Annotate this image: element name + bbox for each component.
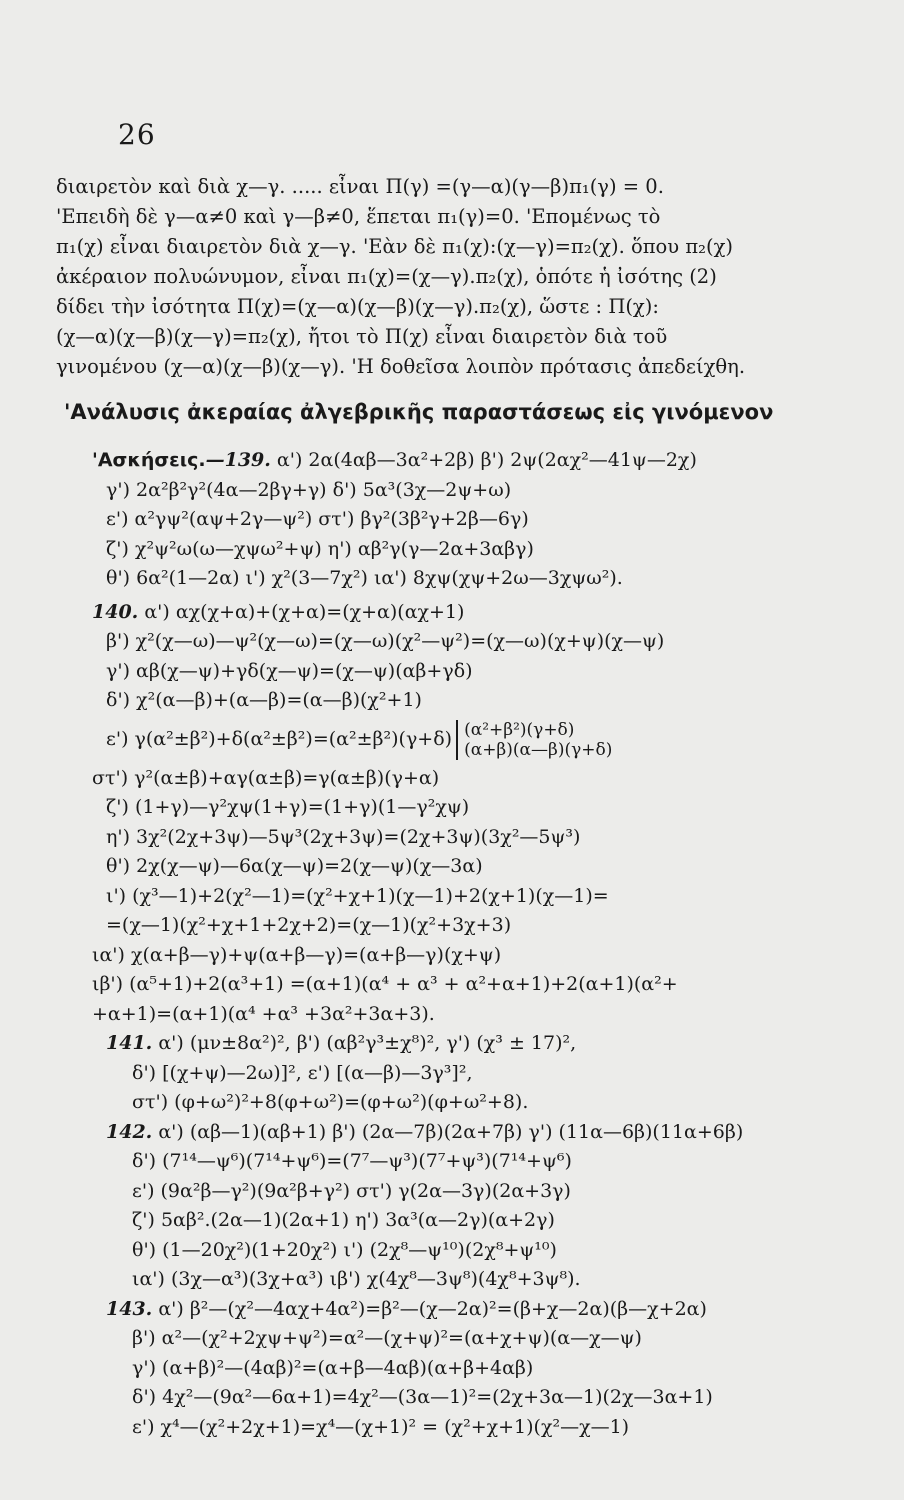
exercise-text: α') αχ(χ+α)+(χ+α)=(χ+α)(αχ+1) — [138, 600, 465, 623]
brace-alternatives — [456, 720, 612, 760]
exercise-number: 143. — [106, 1297, 153, 1320]
exercise-line — [92, 1413, 852, 1443]
exercises-label: 'Ασκήσεις. — [92, 449, 206, 471]
exercise-text: α') 2α(4αβ—3α²+2β) β') 2ψ(2αχ²—41ψ—2χ) — [270, 449, 697, 471]
exercise-line — [92, 882, 852, 912]
exercise-line — [92, 598, 852, 628]
exercise-text: ζ') (1+γ)—γ²χψ(1+γ)=(1+γ)(1—γ²χψ) — [106, 796, 470, 818]
exercise-number: 142. — [106, 1120, 153, 1143]
exercise-text: β') α²—(χ²+2χψ+ψ²)=α²—(χ+ψ)²=(α+χ+ψ)(α—χ—ψ) — [132, 1327, 642, 1349]
exercise-text: β') χ²(χ—ω)—ψ²(χ—ω)=(χ—ω)(χ²—ψ²)=(χ—ω)(χ+ψ)(χ—ψ) — [106, 630, 665, 652]
exercise-text: ιβ') (α⁵+1)+2(α³+1) =(α+1)(α⁴ + α³ + α²+α+1)+2(α+1)(α²+ — [92, 973, 678, 995]
brace-alternative: (α+β)(α—β)(γ+δ) — [464, 739, 613, 760]
exercise-line — [92, 505, 852, 535]
exercise-line — [92, 1088, 852, 1118]
exercise-text: δ') [(χ+ψ)—2ω)]², ε') [(α—β)—3γ³]², — [132, 1061, 473, 1084]
exercise-line — [92, 823, 852, 853]
exercise-line — [92, 1324, 852, 1354]
exercise-line — [92, 1000, 852, 1030]
exercise-line — [92, 686, 852, 716]
exercise-text: ε') α²γψ²(αψ+2γ—ψ²) στ') βγ²(3β²γ+2β—6γ) — [106, 508, 529, 530]
exercise-line — [92, 1354, 852, 1384]
exercises-list — [92, 446, 852, 1442]
exercise-text: ια') χ(α+β—γ)+ψ(α+β—γ)=(α+β—γ)(χ+ψ) — [92, 943, 502, 966]
exercise-number: 141. — [106, 1032, 153, 1054]
section-heading: 'Ανάλυσις ἀκεραίας ἀλγεβρικῆς παραστάσεως εἰς γινόμενον — [64, 400, 774, 424]
exercise-line — [92, 1236, 852, 1266]
proof-paragraph — [56, 172, 840, 382]
exercise-text: ζ') 5αβ².(2α—1)(2α+1) η') 3α³(α—2γ)(α+2γ) — [132, 1209, 555, 1231]
exercise-line — [92, 657, 852, 687]
exercise-line — [92, 1118, 852, 1148]
exercise-text: ε') γ(α²±β²)+δ(α²±β²)=(α²±β²)(γ+δ) — [106, 727, 453, 750]
exercise-line — [92, 793, 852, 823]
exercise-line — [92, 1206, 852, 1236]
exercise-text: δ') χ²(α—β)+(α—β)=(α—β)(χ²+1) — [106, 689, 422, 711]
exercise-text: ια') (3χ—α³)(3χ+α³) ιβ') χ(4χ⁸—3ψ⁸)(4χ⁸+3ψ⁸). — [132, 1268, 581, 1290]
exercise-line — [92, 1059, 852, 1089]
exercise-line — [92, 627, 852, 657]
exercise-text: δ') 4χ²—(9α²—6α+1)=4χ²—(3α—1)²=(2χ+3α—1)(2χ—3α+1) — [132, 1386, 713, 1408]
exercise-line — [92, 1295, 852, 1325]
exercise-text: ε') χ⁴—(χ²+2χ+1)=χ⁴—(χ+1)² = (χ²+χ+1)(χ²—χ—1) — [132, 1415, 630, 1438]
exercise-number: —139. — [205, 449, 271, 471]
exercise-text: στ') γ²(α±β)+αγ(α±β)=γ(α±β)(γ+α) — [92, 766, 440, 789]
exercise-text: η') 3χ²(2χ+3ψ)—5ψ³(2χ+3ψ)=(2χ+3ψ)(3χ²—5ψ³) — [106, 825, 581, 848]
exercise-line — [92, 911, 852, 941]
exercise-text: α') (αβ—1)(αβ+1) β') (2α—7β)(2α+7β) γ') (11α—6β)(11α+6β) — [152, 1120, 744, 1143]
brace-alternative: (α²+β²)(γ+δ) — [464, 719, 575, 740]
exercise-line — [92, 564, 852, 594]
exercise-line — [92, 1383, 852, 1413]
exercise-text: ζ') χ²ψ²ω(ω—χψω²+ψ) η') αβ²γ(γ—2α+3αβγ) — [106, 537, 534, 560]
exercise-text: θ') 2χ(χ—ψ)—6α(χ—ψ)=2(χ—ψ)(χ—3α) — [106, 855, 483, 877]
exercise-line — [92, 764, 852, 794]
exercise-line — [92, 941, 852, 971]
exercise-text: στ') (φ+ω²)²+8(φ+ω²)=(φ+ω²)(φ+ω²+8). — [132, 1091, 529, 1113]
paragraph-line: γινομένου (χ—α)(χ—β)(χ—γ). 'Η δοθεῖσα λοιπὸν πρότασις ἀπεδείχθη. — [56, 355, 746, 378]
exercise-line — [92, 1265, 852, 1295]
page-number: 26 — [118, 118, 156, 151]
exercise-text: δ') (7¹⁴—ψ⁶)(7¹⁴+ψ⁶)=(7⁷—ψ³)(7⁷+ψ³)(7¹⁴+ψ⁶) — [132, 1150, 572, 1172]
exercise-line — [92, 476, 852, 506]
exercise-number: 140. — [92, 600, 139, 623]
exercise-line — [92, 970, 852, 1000]
paragraph-line: ἀκέραιον πολυώνυμον, εἶναι π₁(χ)=(χ—γ).π₂(χ), ὁπότε ἡ ἰσότης (2) — [56, 265, 717, 288]
exercise-line — [92, 1029, 852, 1059]
paragraph-line: (χ—α)(χ—β)(χ—γ)=π₂(χ), ἤτοι τὸ Π(χ) εἶναι διαιρετὸν διὰ τοῦ — [56, 325, 668, 348]
exercise-text: θ') (1—20χ²)(1+20χ²) ι') (2χ⁸—ψ¹⁰)(2χ⁸+ψ¹⁰) — [132, 1238, 557, 1261]
exercise-text: γ') αβ(χ—ψ)+γδ(χ—ψ)=(χ—ψ)(αβ+γδ) — [106, 659, 473, 682]
exercise-text: γ') 2α²β²γ²(4α—2βγ+γ) δ') 5α³(3χ—2ψ+ω) — [106, 478, 512, 501]
exercise-text: ε') (9α²β—γ²)(9α²β+γ²) στ') γ(2α—3γ)(2α+3γ) — [132, 1179, 571, 1202]
exercise-text: α') β²—(χ²—4αχ+4α²)=β²—(χ—2α)²=(β+χ—2α)(β—χ+2α) — [152, 1297, 707, 1320]
exercise-text: θ') 6α²(1—2α) ι') χ²(3—7χ²) ια') 8χψ(χψ+2ω—3χψω²). — [106, 567, 623, 589]
exercise-line — [92, 1177, 852, 1207]
paragraph-line: π₁(χ) εἶναι διαιρετὸν διὰ χ—γ. 'Εὰν δὲ π₁(χ):(χ—γ)=π₂(χ). ὅπου π₂(χ) — [56, 235, 733, 258]
paragraph-line: διαιρετὸν καὶ διὰ χ—γ. ..... εἶναι Π(γ) =(γ—α)(γ—β)π₁(γ) = 0. — [56, 175, 664, 198]
exercise-line — [92, 852, 852, 882]
exercise-text: =(χ—1)(χ²+χ+1+2χ+2)=(χ—1)(χ²+3χ+3) — [106, 914, 512, 936]
exercise-text: γ') (α+β)²—(4αβ)²=(α+β—4αβ)(α+β+4αβ) — [132, 1356, 534, 1379]
exercise-line — [92, 1147, 852, 1177]
exercise-text: ι') (χ³—1)+2(χ²—1)=(χ²+χ+1)(χ—1)+2(χ+1)(χ—1)= — [106, 884, 609, 907]
exercise-text: +α+1)=(α+1)(α⁴ +α³ +3α²+3α+3). — [92, 1002, 435, 1025]
paragraph-line: δίδει τὴν ἰσότητα Π(χ)=(χ—α)(χ—β)(χ—γ).π₂(χ), ὥστε : Π(χ): — [56, 295, 659, 318]
exercise-line — [92, 446, 852, 476]
exercise-line — [92, 535, 852, 565]
paragraph-line: 'Επειδὴ δὲ γ—α≠0 καὶ γ—β≠0, ἕπεται π₁(γ)=0. 'Επομένως τὸ — [56, 205, 661, 228]
exercise-line — [92, 720, 852, 760]
exercise-text: α') (μν±8α²)², β') (αβ²γ³±χ⁸)², γ') (χ³ ± 17)², — [152, 1032, 577, 1054]
